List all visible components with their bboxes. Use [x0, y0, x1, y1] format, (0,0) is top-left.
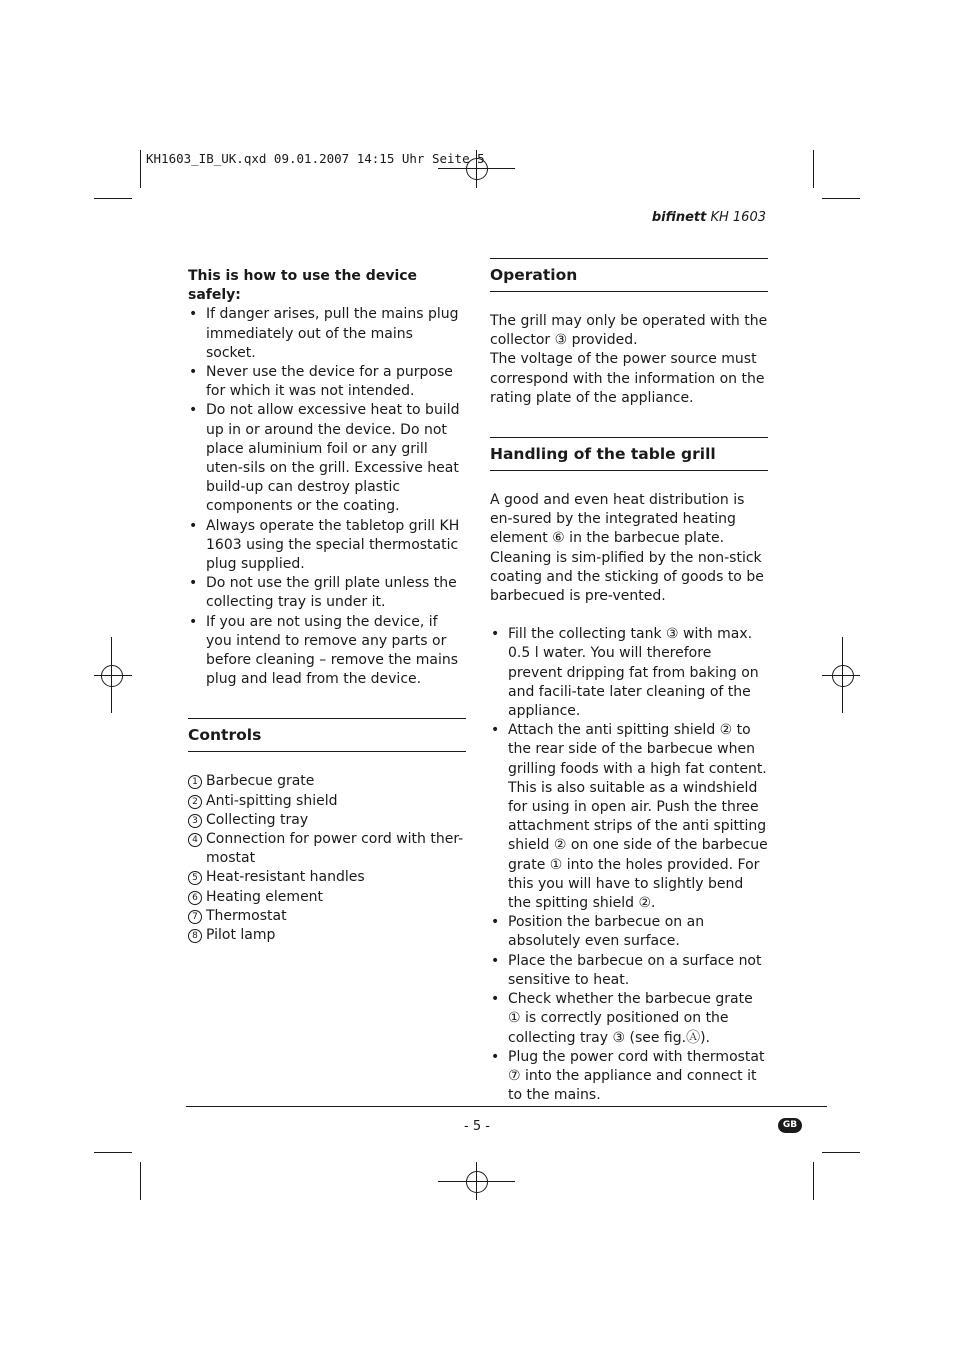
- model-number: KH 1603: [706, 210, 766, 225]
- right-column: [490, 258, 768, 1105]
- controls-heading: Controls: [188, 718, 466, 752]
- list-item: • Plug the power cord with thermostat ⑦ into the appliance and connect it to the mains.: [490, 1048, 768, 1106]
- controls-list: [188, 772, 466, 945]
- list-item: 4 Connection for power cord with ther-mostat: [188, 830, 466, 868]
- list-item: 6 Heating element: [188, 888, 466, 907]
- number-marker: 4: [188, 833, 202, 847]
- left-column: [188, 267, 466, 945]
- page-number: - 5 -: [464, 1119, 490, 1134]
- list-item: • Position the barbecue on an absolutely even surface.: [490, 913, 768, 951]
- safety-list: [188, 305, 466, 689]
- list-item: • If danger arises, pull the mains plug immediately out of the mains socket.: [188, 305, 466, 363]
- number-marker: 5: [188, 871, 202, 885]
- list-item: • Do not use the grill plate unless the collecting tray is under it.: [188, 574, 466, 612]
- footer-rule: [186, 1106, 827, 1107]
- operation-heading: Operation: [490, 258, 768, 292]
- list-item: • Check whether the barbecue grate ① is correctly positioned on the collecting tray ③ (see fig.Ⓐ).: [490, 990, 768, 1048]
- number-marker: 8: [188, 929, 202, 943]
- list-item: 7 Thermostat: [188, 907, 466, 926]
- operation-text: The voltage of the power source must correspond with the information on the rating plate of the appliance.: [490, 351, 765, 406]
- list-item: • Never use the device for a purpose for which it was not intended.: [188, 363, 466, 401]
- number-marker: 3: [188, 814, 202, 828]
- brand-header: [600, 210, 766, 225]
- brand-name: bifinett: [651, 210, 707, 225]
- language-badge: GB: [778, 1118, 802, 1133]
- number-marker: 2: [188, 795, 202, 809]
- number-marker: 1: [188, 775, 202, 789]
- list-item: 8 Pilot lamp: [188, 926, 466, 945]
- list-item: • Fill the collecting tank ③ with max. 0.5 l water. You will therefore prevent dripping fat from baking on and facili-tate later cleaning of the appliance.: [490, 625, 768, 721]
- list-item: • Always operate the tabletop grill KH 1603 using the special thermostatic plug supplied.: [188, 517, 466, 575]
- list-item: 1 Barbecue grate: [188, 772, 466, 791]
- list-item: • Place the barbecue on a surface not sensitive to heat.: [490, 952, 768, 990]
- list-item: • If you are not using the device, if you intend to remove any parts or before cleaning – remove the mains plug and lead from the device.: [188, 613, 466, 690]
- handling-text: A good and even heat distribution is en-sured by the integrated heating element ⑥ in the barbecue plate. Cleaning is sim-plified by the non-stick coating and the sticking of goods to be barbecued is pre-vented.: [490, 492, 764, 605]
- list-item: • Do not allow excessive heat to build up in or around the device. Do not place aluminium foil or any grill uten-sils on the grill. Excessive heat build-up can destroy plastic components or the coating.: [188, 401, 466, 516]
- file-slug: KH1603_IB_UK.qxd 09.01.2007 14:15 Uhr Seite 5: [146, 151, 485, 166]
- list-item: • Attach the anti spitting shield ② to the rear side of the barbecue when grilling foods with a high fat content. This is also suitable as a windshield for using in open air. Push the three attachment strips of the anti spitting shield ② on one side of the barbecue grate ① into the holes provided. For this you will have to slightly bend the spitting shield ②.: [490, 721, 768, 913]
- operation-text: The grill may only be operated with the collector ③ provided.: [490, 313, 768, 349]
- handling-heading: Handling of the table grill: [490, 437, 768, 471]
- number-marker: 6: [188, 891, 202, 905]
- number-marker: 7: [188, 910, 202, 924]
- list-item: 3 Collecting tray: [188, 811, 466, 830]
- list-item: 5 Heat-resistant handles: [188, 868, 466, 887]
- list-item: 2 Anti-spitting shield: [188, 792, 466, 811]
- safety-heading: This is how to use the device safely:: [188, 268, 418, 304]
- handling-list: [490, 625, 768, 1105]
